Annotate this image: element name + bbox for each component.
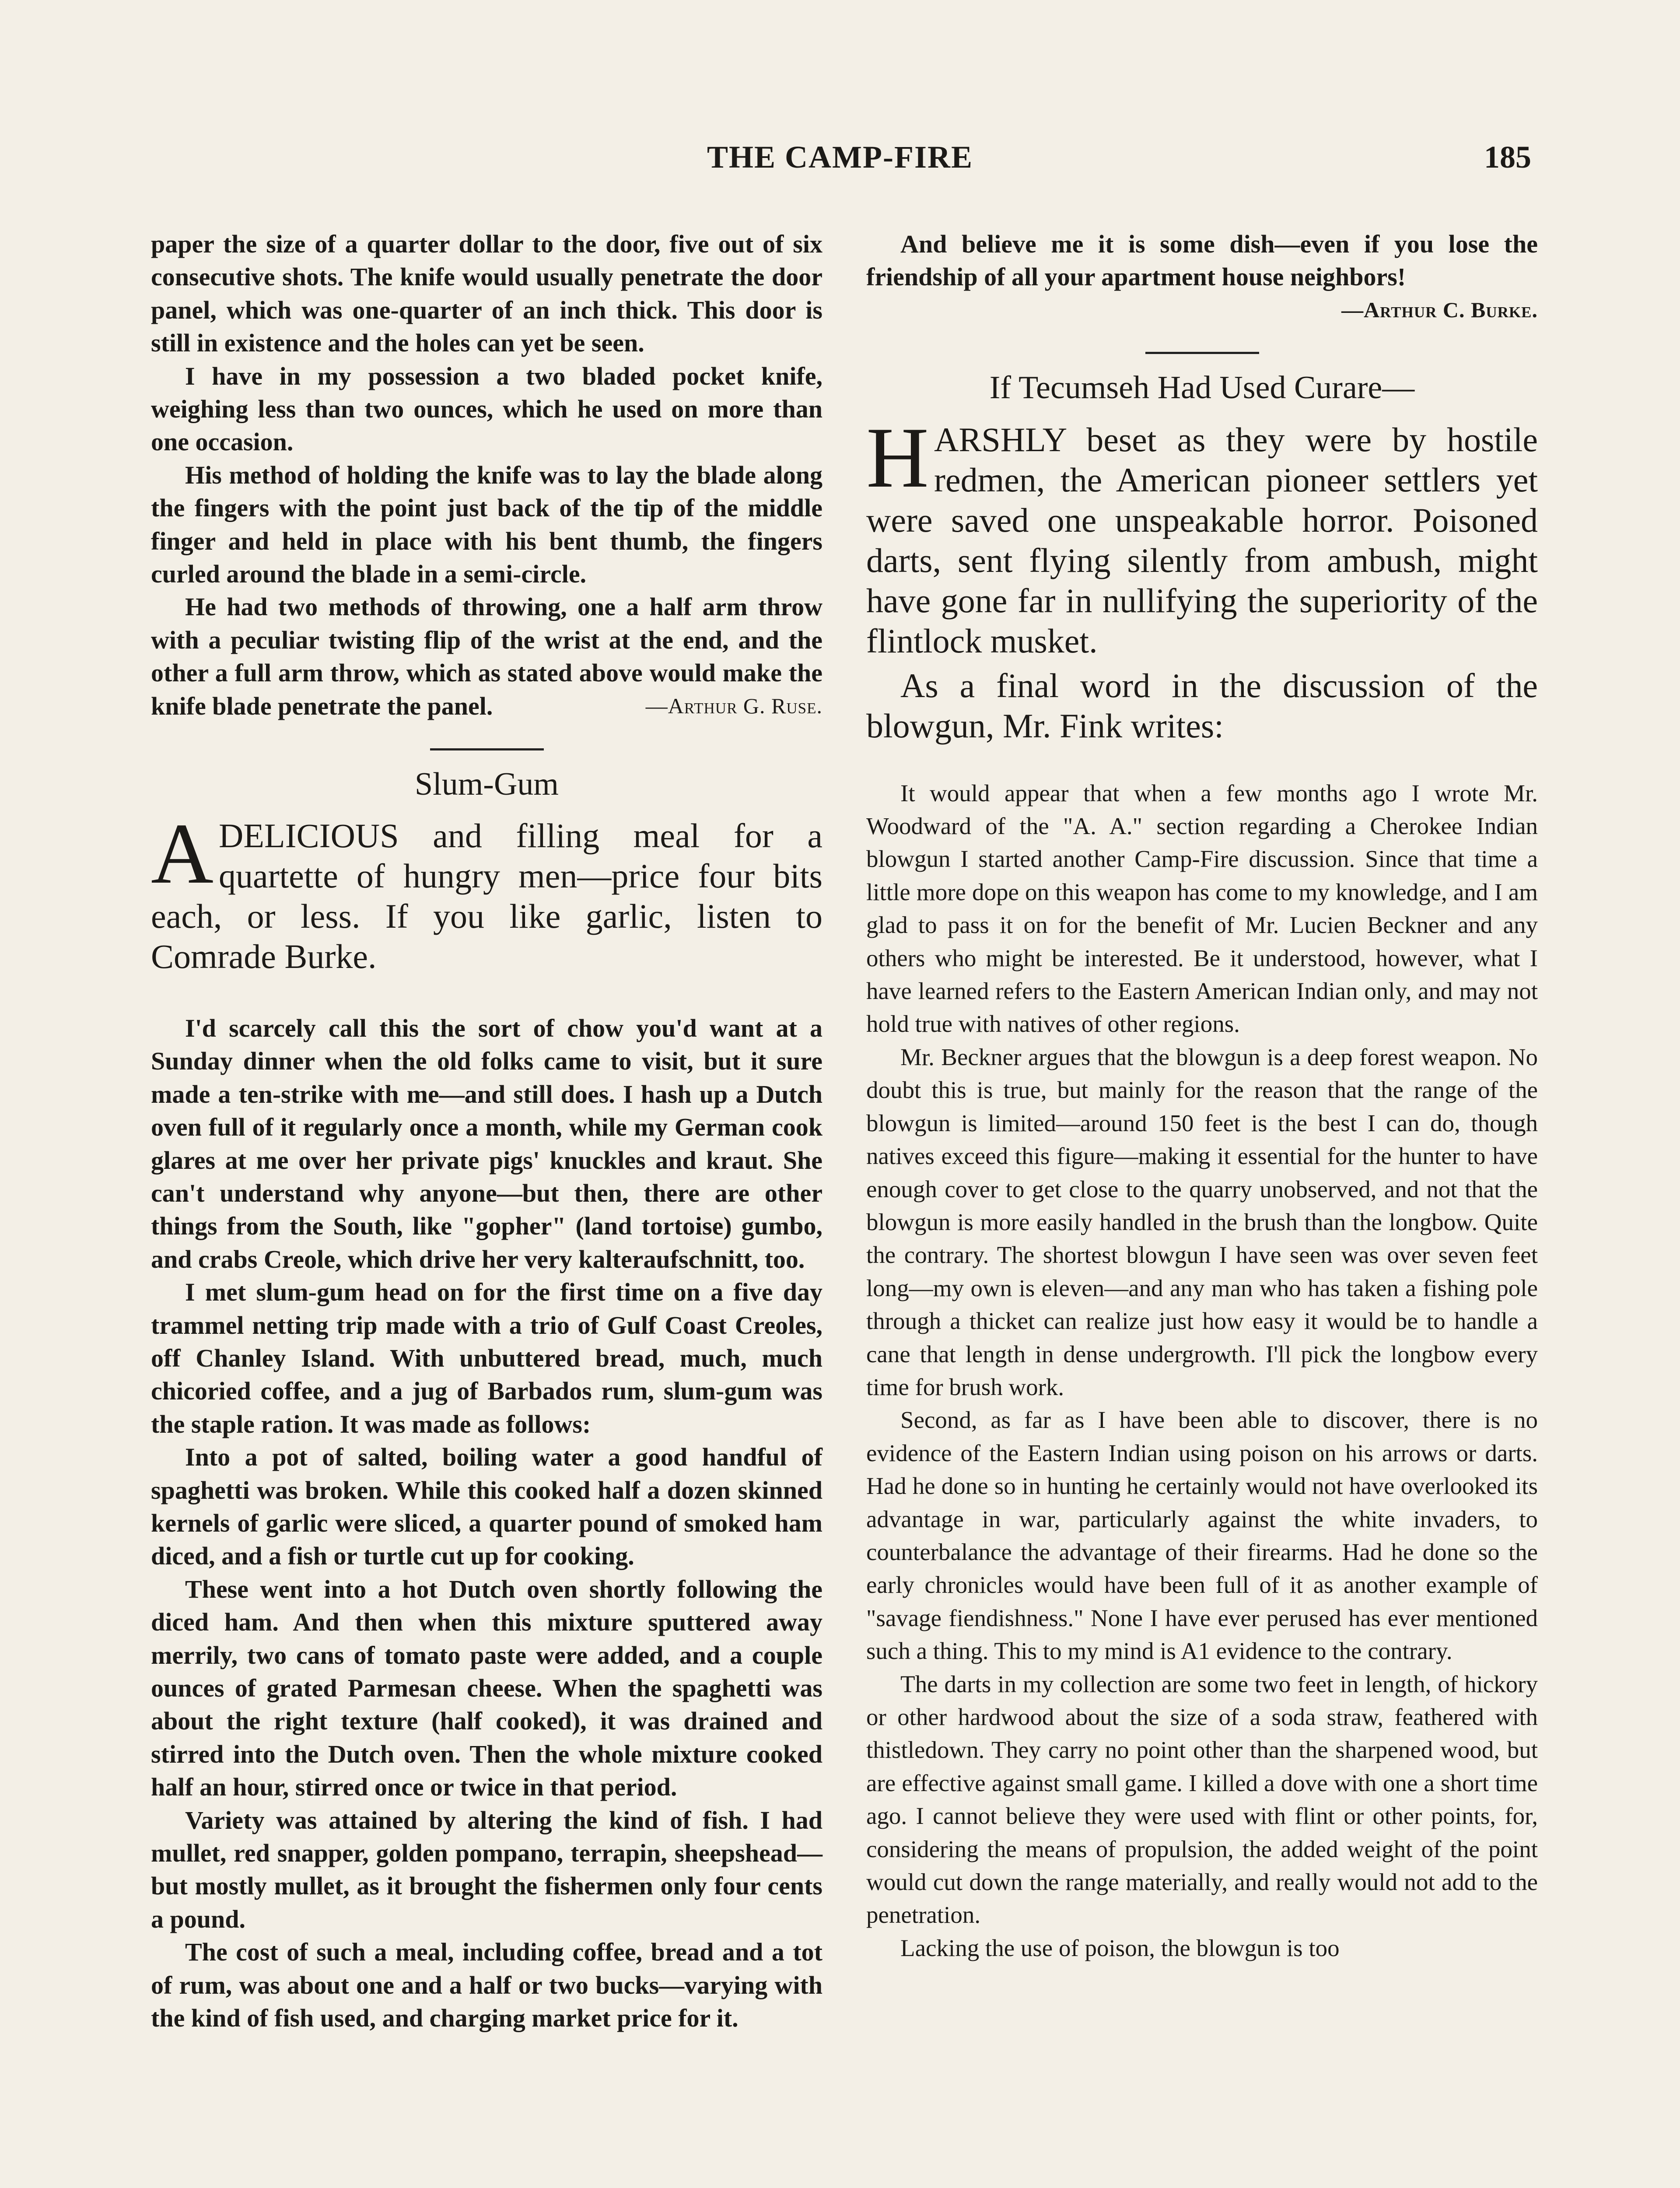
paragraph: paper the size of a quarter dollar to the door, five out of six consecutive shots. The knife would usually penetrate the door panel, which was one-quarter of an inch thick. This door is still in existence and the holes can yet be seen. [151,230,822,358]
paragraph: His method of holding the knife was to lay the blade along the fingers with the point just back of the tip of the middle finger and held in place with his bent thumb, the fingers curled around the blade in a semi-circle. [151,460,822,589]
drop-cap: H [866,409,929,505]
page-header [149,131,1531,179]
intro-text: DELICIOUS and filling meal for a quartette of hungry men—price four bits each, or less. If you like garlic, listen to Comrade Burke. [151,816,822,975]
paragraph: Lacking the use of poison, the blowgun is too [900,1934,1340,1961]
paragraph: I have in my possession a two bladed pocket knife, weighing less than two ounces, which he used on more than one occasion. [151,361,822,456]
section-title: If Tecumseh Had Used Curare— [989,370,1415,406]
blowgun-letter [866,777,1538,1965]
paragraph: It would appear that when a few months ago I wrote Mr. Woodward of the "A. A." section regarding a Cherokee Indian blowgun I started another Camp-Fire discussion. Since that time a little more dope on this weapon has come to my knowledge, and I am glad to pass it on for the benefit of Mr. Lucien Beckner and any others who might be interested. Be it understood, however, what I have learned refers to the Eastern American Indian only, and may not hold true with natives of other regions. [866,779,1538,1038]
author-signature: —Arthur G. Ruse. [645,694,822,719]
continued-letter [151,228,822,722]
paragraph: I met slum-gum head on for the first time on a five day trammel netting trip made with a trio of Gulf Coast Creoles, off Chanley Island. With unbuttered bread, much, much chicoried coffee, and a jug of Barbados rum, slum-gum was the staple ration. It was made as follows: [151,1278,822,1438]
drop-cap: A [151,805,214,901]
section-divider [430,748,544,750]
paragraph: Into a pot of salted, boiling water a good handful of spaghetti was broken. While this cooked half a dozen skinned kernels of garlic were sliced, a quarter pound of smoked ham diced, and a fish or turtle cut up for cooking. [151,1443,822,1571]
paragraph: Variety was attained by altering the kind of fish. I had mullet, red snapper, golden pompano, terrapin, sheepshead—but mostly mullet, as it brought the fishermen only four cents a pound. [151,1806,822,1933]
right-column [866,228,1538,1964]
paragraph: He had two methods of throwing, one a half arm throw with a peculiar twisting flip of the wrist at the end, and the other a full arm throw, which as stated above would make the knife blade penetrate the panel. [151,593,822,720]
paragraph: These went into a hot Dutch oven shortly following the diced ham. And then when this mixture sputtered away merrily, two cans of tomato paste were added, and a couple ounces of grated Parmesan cheese. When the spaghetti was about the right texture (half cooked), it was drained and stirred into the Dutch oven. Then the whole mixture cooked half an hour, stirred once or twice in that period. [151,1574,822,1802]
paragraph: Second, as far as I have been able to discover, there is no evidence of the Eastern Indian using poison on his arrows or darts. Had he done so in hunting he certainly would not have overlooked its advantage in war, particularly against the white invaders, to counterbalance the advantage of their firearms. Had he done so the early chronicles would have been full of it as another example of "savage fiendishness." None I have ever perused has ever mentioned such a thing. This to my mind is A1 evidence to the contrary. [866,1406,1538,1665]
left-column [151,228,822,2035]
recipe-letter [151,1012,822,2035]
paragraph: Mr. Beckner argues that the blowgun is a deep forest weapon. No doubt this is true, but mainly for the reason that the range of the blowgun is limited—around 150 feet is the best I can do, though natives exceed this figure—making it essential for the hunter to have enough cover to get close to the quarry unobserved, and not that the blowgun is more easily handled in the brush than the longbow. Quite the contrary. The shortest blowgun I have seen was over seven feet long—my own is eleven—and any man who has taken a fishing pole through a thicket can realize just how easy it would be to handle a cane that length in dense undergrowth. I'll pick the longbow every time for brush work. [866,1043,1538,1400]
paragraph: The darts in my collection are some two feet in length, of hickory or other hardwood about the size of a soda straw, feathered with thistledown. They carry no point other than the sharpened wood, but are effective against small game. I killed a dove with one a short time ago. I cannot believe they were used with flint or other points, for, considering the means of propulsion, the added weight of the point would cut down the range materially, and really would not add to the penetration. [866,1670,1538,1929]
intro-text-continued: As a final word in the discussion of the blowgun, Mr. Fink writes: [866,666,1538,745]
paragraph: The cost of such a meal, including coffee, bread and a tot of rum, was about one and a half or two bucks—varying with the kind of fish used, and charging market price for it. [151,1938,822,2033]
section-intro [866,409,1538,661]
paragraph: And believe me it is some dish—even if you lose the friendship of all your apartment house neighbors! [866,230,1538,291]
author-signature: —Arthur C. Burke. [1341,297,1538,322]
running-title: THE CAMP-FIRE [707,140,973,175]
section-title: Slum-Gum [415,766,559,802]
section-divider [1145,352,1259,354]
intro-text: ARSHLY beset as they were by hostile redmen, the American pioneer settlers yet were saved one unspeakable horror. Poisoned darts, sent flying silently from ambush, might have gone far in nullifying the superiority of the flintlock musket. [866,420,1538,660]
page-number: 185 [1484,140,1531,175]
paragraph: I'd scarcely call this the sort of chow you'd want at a Sunday dinner when the old folks came to visit, but it sure made a ten-strike with me—and still does. I hash up a Dutch oven full of it regularly once a month, while my German cook glares at me over her private pigs' knuckles and kraut. She can't understand why anyone—but then, there are other things from the South, like "gopher" (land tortoise) gumbo, and crabs Creole, which drive her very kalteraufschnitt, too. [151,1013,822,1273]
section-intro [151,805,822,977]
